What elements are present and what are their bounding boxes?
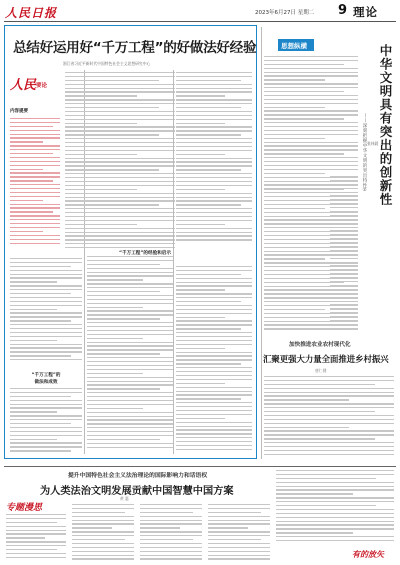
bottom-column-1 <box>6 514 66 562</box>
bottom-byline: 黄 惠 <box>120 496 129 501</box>
vertical-author: 张炜晨 <box>367 141 379 146</box>
section-name: 理论 <box>353 5 378 19</box>
article-column-3 <box>176 72 252 244</box>
article-column-2b <box>87 256 173 454</box>
bottom-column-5 <box>276 470 394 546</box>
column-brand <box>10 74 54 96</box>
bottom-column-3 <box>140 504 202 562</box>
feature-article[interactable] <box>4 25 257 459</box>
bottom-headline[interactable]: 为人类法治文明发展贡献中国智慧中国方案 <box>40 485 234 497</box>
feature-byline: 浙江省习近平新时代中国特色社会主义思想研究中心 <box>63 61 151 66</box>
right-article-body-2 <box>330 176 358 334</box>
bottom-kicker: 提升中国特色社会主义法治理论的国际影响力和话语权 <box>68 473 208 479</box>
vertical-subheadline: ——深刻把握中华文明的突出特性② <box>362 113 367 194</box>
right-lower-byline: 唐仁健 <box>315 368 327 373</box>
column-brand-mark: 人民 <box>10 78 37 93</box>
bottom-column-2 <box>72 504 134 562</box>
summary-kicker: 内容提要 <box>10 109 28 114</box>
subhead-lessons: “千万工程”的经验和启示 <box>119 251 171 256</box>
right-lower-body <box>264 376 394 462</box>
bottom-column-4 <box>208 504 270 562</box>
column-brand-word: 要论 <box>36 83 48 89</box>
right-lower-headline[interactable]: 汇聚更强大力量全面推进乡村振兴 <box>263 354 389 364</box>
article-column-1b <box>10 388 82 456</box>
vertical-headline[interactable]: 中华文明具有突出的创新性 <box>378 44 393 206</box>
subhead-practice: “千万工程”的 做法和成效 <box>31 373 61 385</box>
right-lower-kicker: 加快推进农业农村现代化 <box>289 342 351 348</box>
dateline: 2023年6月27日 星期二 <box>255 10 315 16</box>
article-column-1 <box>10 258 82 366</box>
newspaper-logo: 人民日报 <box>5 6 58 20</box>
column-tag-sixiang: 思想纵横 <box>278 39 314 51</box>
feature-title[interactable]: 总结好运用好“千万工程”的好做法好经验 <box>13 40 257 56</box>
article-column-3b <box>176 266 252 454</box>
bottom-rule <box>4 466 396 467</box>
column-tag-corner: 有的放矢 <box>352 549 384 559</box>
page-number: 9 <box>338 3 348 18</box>
article-column-2 <box>65 72 175 252</box>
masthead-rule <box>4 21 396 22</box>
column-tag-zhuanti: 专题漫思 <box>6 503 43 513</box>
summary-text <box>10 118 60 250</box>
